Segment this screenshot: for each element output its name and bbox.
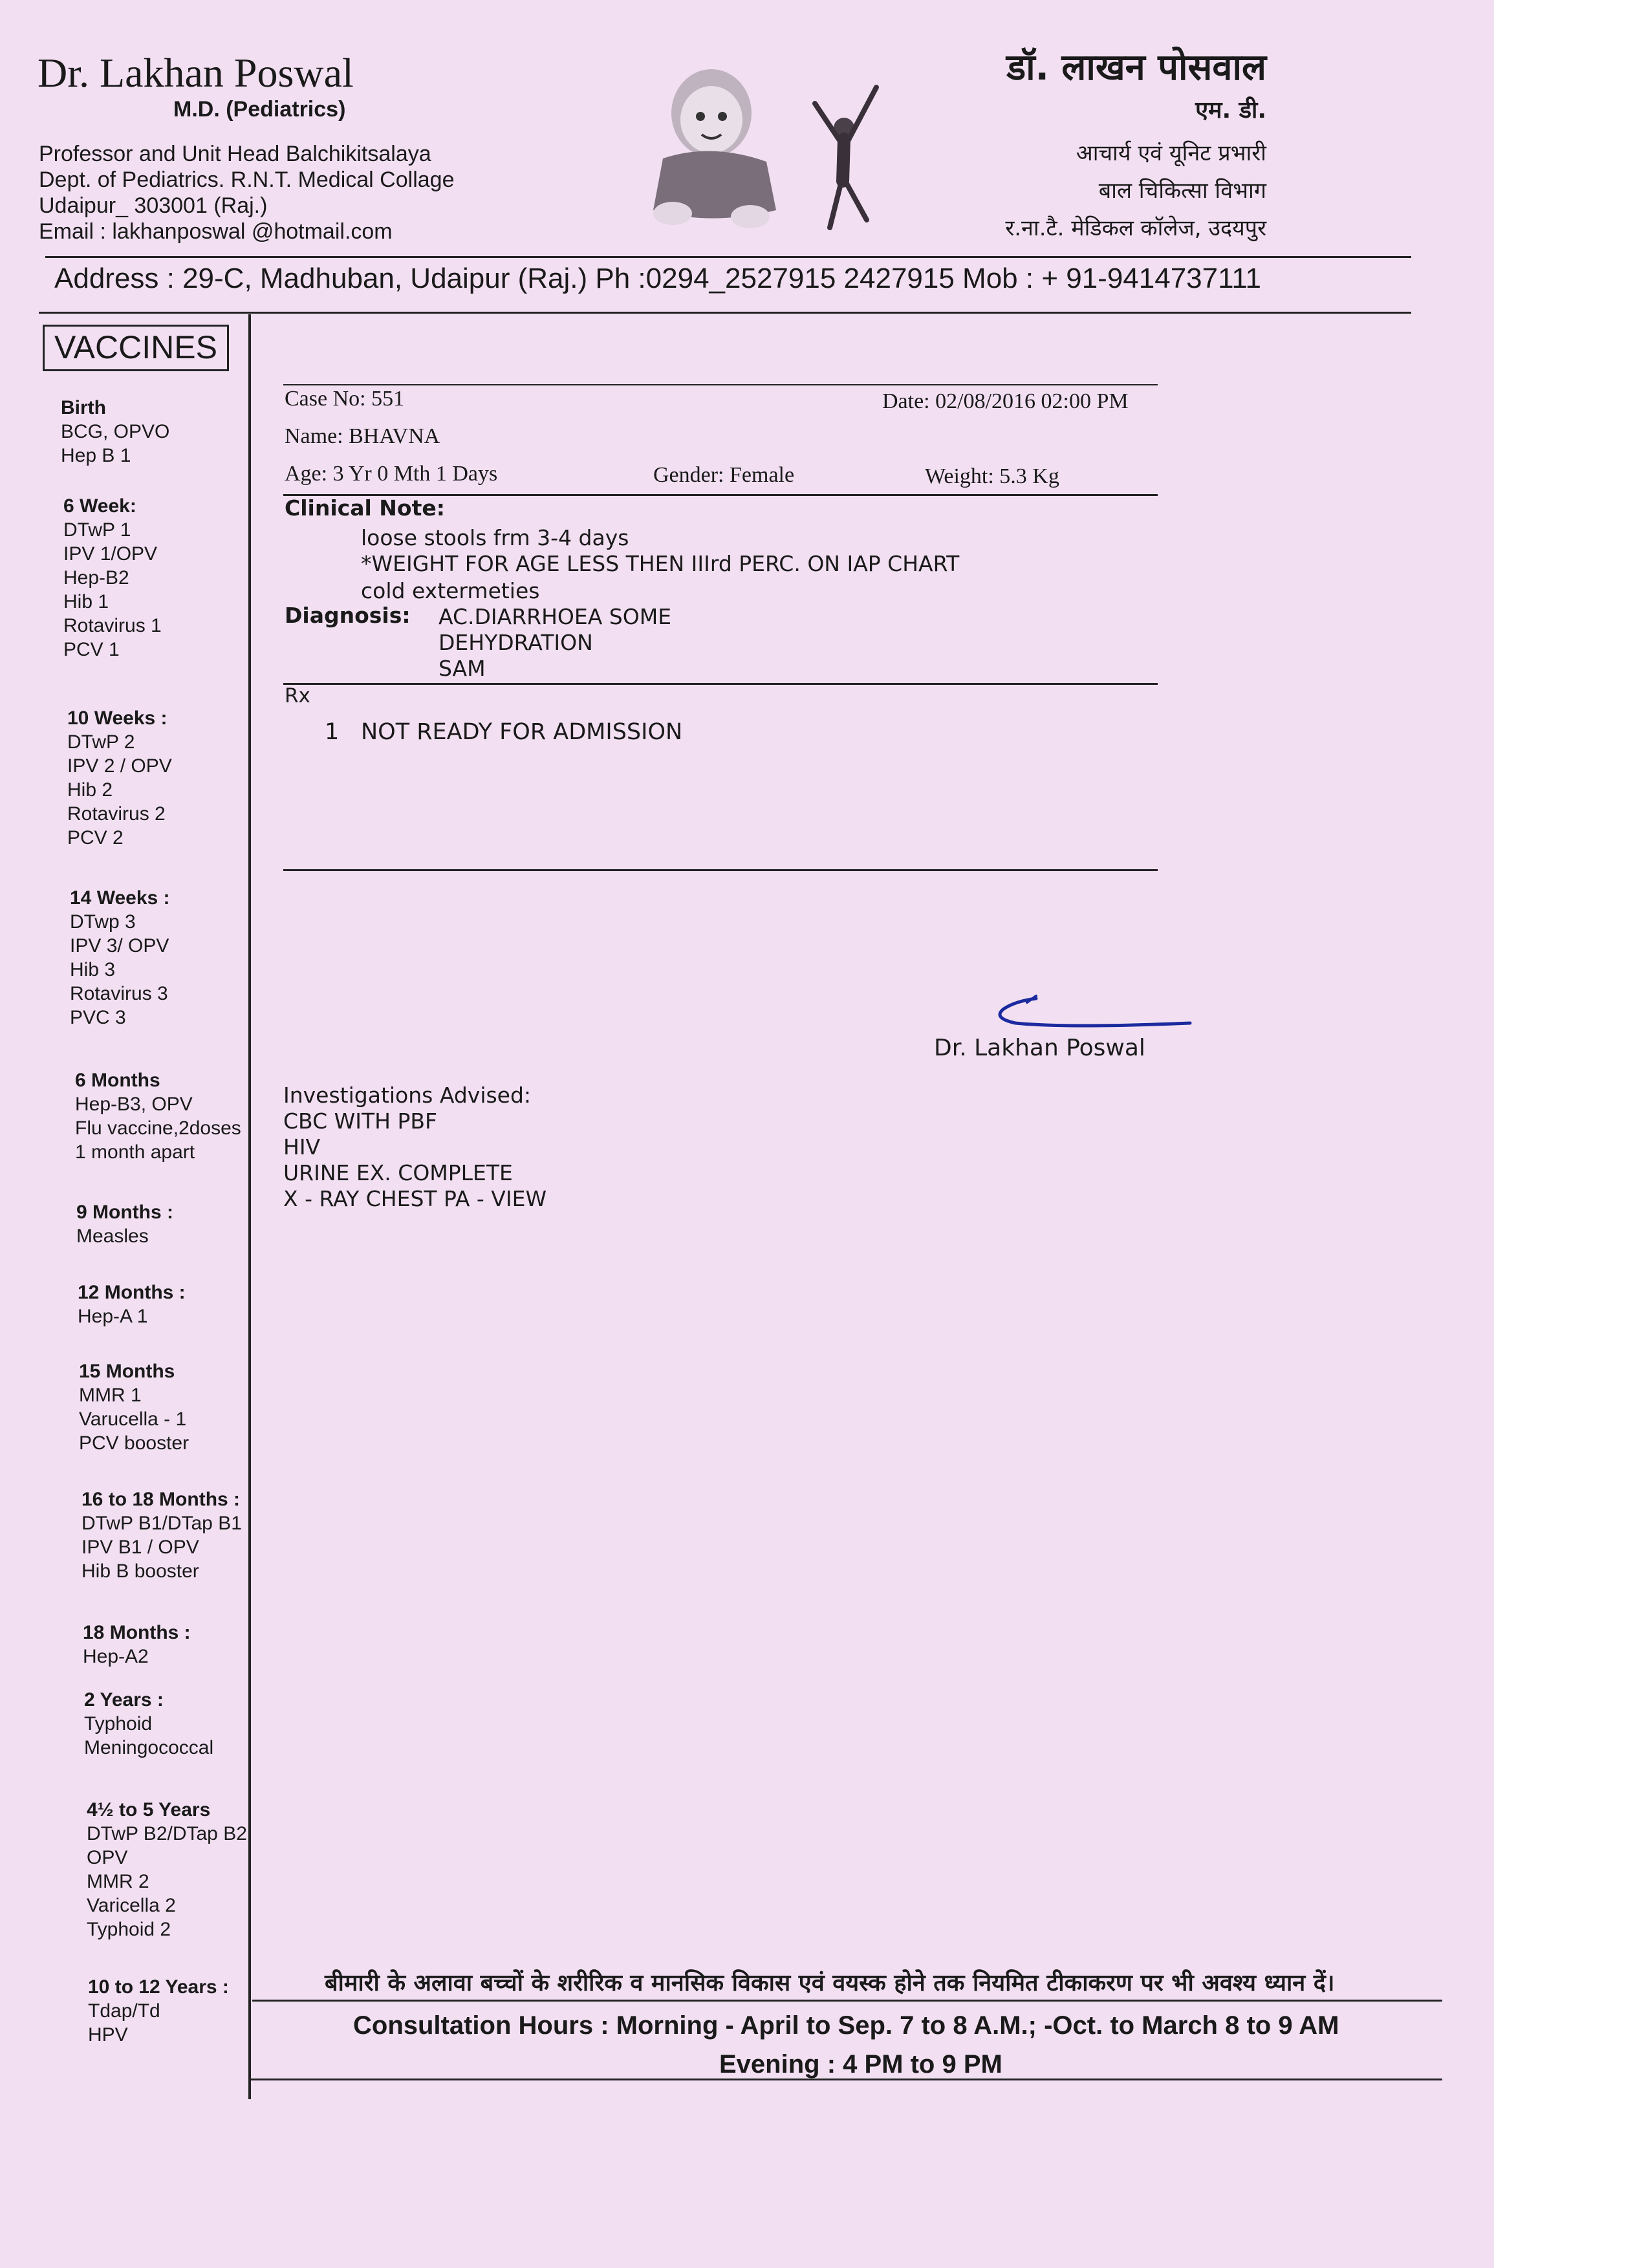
- vaccine-group-heading: 16 to 18 Months :: [81, 1489, 241, 1510]
- clinical-note-line: loose stools frm 3-4 days: [361, 525, 629, 550]
- patient-weight: Weight: 5.3 Kg: [925, 464, 1059, 488]
- vaccine-item: IPV B1 / OPV: [81, 1537, 199, 1558]
- vaccine-item: Hib 3: [70, 959, 116, 980]
- investigation-item: X - RAY CHEST PA - VIEW: [283, 1186, 547, 1211]
- patient-gender: Gender: Female: [653, 463, 795, 487]
- rx-end-rule: [283, 869, 1158, 871]
- hindi-degree: एम. डी.: [1195, 97, 1266, 124]
- vaccine-item: Rotavirus 2: [67, 803, 166, 825]
- vaccine-group: [79, 1359, 189, 1455]
- diagnosis-label: Diagnosis:: [285, 603, 411, 628]
- vaccine-group: [84, 1688, 213, 1760]
- affiliation-line: Professor and Unit Head Balchikitsalaya: [39, 142, 431, 166]
- vaccine-group: [61, 396, 169, 468]
- rx-item-number: 1: [325, 719, 340, 745]
- record-top-rule: [283, 384, 1158, 385]
- vaccine-item: Rotavirus 1: [63, 615, 162, 636]
- vaccine-group: [83, 1621, 191, 1669]
- vaccine-item: Rotavirus 3: [70, 983, 168, 1004]
- vaccine-item: Hib 2: [67, 779, 113, 801]
- vaccine-item: PCV 2: [67, 827, 124, 848]
- vaccine-item: IPV 3/ OPV: [70, 935, 169, 956]
- hindi-affiliation-line: आचार्य एवं यूनिट प्रभारी: [1076, 140, 1266, 166]
- vaccine-item: DTwP 2: [67, 731, 135, 753]
- email-line: Email : lakhanposwal @hotmail.com: [39, 219, 393, 244]
- vaccine-item: PVC 3: [70, 1007, 126, 1028]
- vaccine-item: Hep-A 1: [78, 1306, 148, 1327]
- vaccine-item: Hep-B2: [63, 567, 129, 589]
- diagnosis-line: AC.DIARRHOEA SOME: [439, 604, 672, 629]
- vaccine-group-heading: 12 Months :: [78, 1282, 186, 1303]
- doctor-degree: M.D. (Pediatrics): [173, 97, 346, 122]
- vaccine-item: DTwP 1: [63, 519, 131, 541]
- doctor-name: Dr. Lakhan Poswal: [38, 50, 354, 96]
- vaccine-item: IPV 2 / OPV: [67, 755, 172, 777]
- investigation-item: HIV: [283, 1134, 321, 1160]
- jumping-child-figure: [815, 87, 876, 228]
- clinical-note-line: *WEIGHT FOR AGE LESS THEN IIIrd PERC. ON IAP CHART: [361, 551, 960, 576]
- vaccine-item: DTwP B1/DTap B1: [81, 1513, 242, 1534]
- hindi-affiliation-line: बाल चिकित्सा विभाग: [1098, 178, 1266, 204]
- vaccine-item: PCV 1: [63, 639, 120, 660]
- footer-rule: [252, 2000, 1442, 2002]
- footer-bottom-rule: [248, 2079, 1442, 2080]
- rx-label: Rx: [285, 684, 310, 707]
- vaccine-item: Varicella 2: [87, 1895, 176, 1916]
- vaccine-item: HPV: [88, 2024, 128, 2046]
- investigations-label: Investigations Advised:: [283, 1083, 532, 1108]
- signature-name: Dr. Lakhan Poswal: [934, 1035, 1145, 1061]
- vaccine-group: [87, 1798, 247, 1941]
- baby-figure: [653, 69, 776, 228]
- vaccine-item: Tdap/Td: [88, 2000, 160, 2022]
- consultation-hours: Consultation Hours : Morning - April to Sep. 7 to 8 A.M.; -Oct. to March 8 to 9 AM: [353, 2011, 1339, 2040]
- vaccine-item: Hep-B3, OPV: [75, 1094, 193, 1115]
- diagnosis-line: SAM: [439, 656, 486, 681]
- vaccine-item: DTwp 3: [70, 911, 136, 933]
- header-rule: [45, 256, 1411, 258]
- vaccine-group: [81, 1487, 242, 1583]
- patient-name: Name: BHAVNA: [285, 424, 440, 448]
- vaccine-item: PCV booster: [79, 1432, 189, 1454]
- vaccine-item: Flu vaccine,2doses: [75, 1118, 241, 1139]
- vaccine-item: Hib 1: [63, 591, 109, 612]
- address-line: Address : 29-C, Madhuban, Udaipur (Raj.) Ph :0294_2527915 2427915 Mob : + 91-9414737111: [54, 263, 1262, 294]
- vaccine-item: Meningococcal: [84, 1737, 214, 1758]
- vaccine-item: Hep-A2: [83, 1646, 149, 1667]
- evening-hours: Evening : 4 PM to 9 PM: [719, 2050, 1002, 2079]
- vaccine-item: MMR 1: [79, 1385, 142, 1406]
- vaccine-item: Hep B 1: [61, 445, 131, 466]
- vaccine-item: 1 month apart: [75, 1141, 195, 1163]
- hindi-affiliation-line: र.ना.टै. मेडिकल कॉलेज, उदयपुर: [1005, 215, 1266, 241]
- hindi-doctor-name: डॉ. लाखन पोसवाल: [1006, 47, 1266, 89]
- vaccine-group: [67, 706, 172, 850]
- vaccine-group-heading: 9 Months :: [76, 1202, 173, 1223]
- hindi-vaccination-note: बीमारी के अलावा बच्चों के शरीरिक व मानसिक विकास एवं वयस्क होने तक नियमित टीकाकरण पर भी अवश्य ध्यान दें।: [325, 1970, 1335, 1996]
- children-illustration: [637, 52, 909, 246]
- clinical-note-line: cold extermeties: [361, 578, 540, 603]
- case-number: Case No: 551: [285, 387, 405, 411]
- address-rule: [39, 312, 1411, 314]
- vaccines-divider: [248, 314, 251, 2099]
- vaccine-item: Hib B booster: [81, 1561, 199, 1582]
- diagnosis-rule: [283, 683, 1158, 685]
- vaccine-group: [76, 1200, 173, 1248]
- vaccine-group-heading: Birth: [61, 397, 106, 418]
- vaccine-group-heading: 6 Months: [75, 1070, 160, 1091]
- visit-date: Date: 02/08/2016 02:00 PM: [882, 389, 1129, 413]
- affiliation-line: Udaipur_ 303001 (Raj.): [39, 193, 268, 218]
- vaccine-item: DTwP B2/DTap B2: [87, 1823, 247, 1844]
- investigation-item: CBC WITH PBF: [283, 1108, 437, 1134]
- patient-age: Age: 3 Yr 0 Mth 1 Days: [285, 462, 498, 486]
- vaccine-group: [63, 494, 162, 662]
- vaccine-group-heading: 4½ to 5 Years: [87, 1799, 211, 1820]
- vaccine-item: OPV: [87, 1847, 128, 1868]
- vaccine-group: [75, 1068, 241, 1164]
- affiliation-line: Dept. of Pediatrics. R.N.T. Medical Collage: [39, 167, 455, 192]
- vaccine-group-heading: 2 Years :: [84, 1689, 164, 1711]
- vaccine-group-heading: 6 Week:: [63, 495, 136, 517]
- vaccine-item: Varucella - 1: [79, 1409, 187, 1430]
- vaccine-group: [78, 1280, 186, 1328]
- vaccine-group-heading: 15 Months: [79, 1361, 175, 1382]
- vaccine-group-heading: 18 Months :: [83, 1622, 191, 1643]
- vaccine-item: BCG, OPVO: [61, 421, 170, 442]
- vaccine-group: [70, 886, 170, 1030]
- vaccine-group-heading: 10 Weeks :: [67, 707, 168, 729]
- vaccines-title: VACCINES: [43, 325, 229, 371]
- vaccine-item: Typhoid: [84, 1713, 153, 1734]
- vaccine-group-heading: 10 to 12 Years :: [88, 1976, 229, 1998]
- rx-item: NOT READY FOR ADMISSION: [361, 719, 683, 745]
- vaccine-item: Measles: [76, 1226, 149, 1247]
- vaccine-item: MMR 2: [87, 1871, 149, 1892]
- investigation-item: URINE EX. COMPLETE: [283, 1160, 513, 1185]
- vaccine-item: Typhoid 2: [87, 1919, 171, 1940]
- vaccine-item: IPV 1/OPV: [63, 543, 158, 565]
- vaccine-group-heading: 14 Weeks :: [70, 887, 170, 909]
- signature: [990, 992, 1196, 1037]
- vaccine-group: [88, 1975, 229, 2047]
- clinical-note-label: Clinical Note:: [285, 495, 445, 521]
- affiliation-block: [39, 141, 530, 244]
- diagnosis-line: DEHYDRATION: [439, 630, 593, 655]
